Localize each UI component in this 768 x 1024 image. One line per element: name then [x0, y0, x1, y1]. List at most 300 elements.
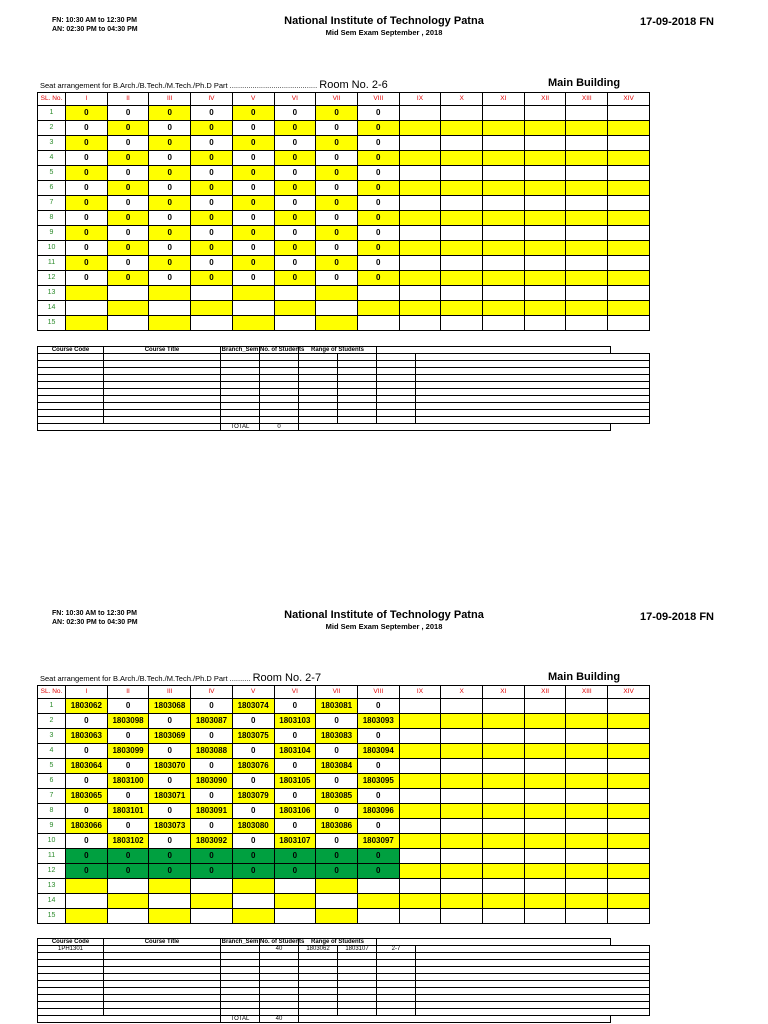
seat-cell: 0: [274, 166, 316, 181]
seat-cell: 0: [316, 256, 358, 271]
seat-cell: [149, 909, 191, 924]
seat-cell: 0: [191, 864, 233, 879]
seat-cell: 0: [357, 864, 399, 879]
seat-cell: [566, 256, 608, 271]
seat-cell: 0: [107, 729, 149, 744]
seat-cell: 0: [316, 181, 358, 196]
seat-cell: 0: [66, 226, 108, 241]
seat-cell: 1803065: [66, 789, 108, 804]
seat-cell: [483, 819, 525, 834]
seat-cell: [566, 316, 608, 331]
seat-cell: [399, 804, 441, 819]
seat-cell: [524, 256, 566, 271]
sl-number: 12: [38, 864, 66, 879]
seat-cell: [524, 789, 566, 804]
seat-cell: 0: [66, 834, 108, 849]
sl-number: 5: [38, 166, 66, 181]
seat-cell: [399, 864, 441, 879]
seat-cell: 0: [232, 271, 274, 286]
seat-cell: [399, 121, 441, 136]
column-header-1: I: [66, 686, 108, 699]
seat-cell: [608, 834, 650, 849]
seat-cell: 0: [107, 789, 149, 804]
seat-cell: [66, 894, 108, 909]
building-name: Main Building: [548, 671, 621, 683]
seat-cell: 0: [232, 226, 274, 241]
seat-cell: 0: [107, 759, 149, 774]
seat-cell: 0: [107, 256, 149, 271]
column-header-12: XII: [524, 93, 566, 106]
seat-cell: 0: [66, 211, 108, 226]
seat-cell: [441, 121, 483, 136]
seat-cell: 0: [274, 121, 316, 136]
sl-number: 10: [38, 241, 66, 256]
course-summary-header: [38, 347, 650, 354]
column-header-9: IX: [399, 686, 441, 699]
seat-cell: 0: [357, 136, 399, 151]
course-summary-header: [38, 939, 650, 946]
seat-cell: 0: [149, 834, 191, 849]
seat-row: [38, 211, 650, 226]
seat-cell: [566, 714, 608, 729]
seat-cell: 0: [191, 256, 233, 271]
course-summary-row: [38, 1009, 650, 1016]
seat-cell: 0: [149, 226, 191, 241]
seat-cell: [566, 151, 608, 166]
seat-row: [38, 226, 650, 241]
grid-header-row: [38, 686, 650, 699]
seat-cell: [608, 256, 650, 271]
branch-sem: [221, 946, 260, 953]
sl-number: 12: [38, 271, 66, 286]
timing-an: AN: 02:30 PM to 04:30 PM: [52, 619, 138, 626]
column-header-13: XIII: [566, 686, 608, 699]
summary-header-blank: [377, 347, 611, 354]
seat-cell: [608, 166, 650, 181]
seat-cell: [483, 849, 525, 864]
seat-cell: 0: [66, 804, 108, 819]
seat-cell: [608, 226, 650, 241]
seat-cell: [399, 834, 441, 849]
seat-cell: [441, 226, 483, 241]
seat-cell: [524, 226, 566, 241]
seat-cell: [399, 729, 441, 744]
seat-cell: [191, 909, 233, 924]
seat-cell: [483, 804, 525, 819]
sl-number: 15: [38, 316, 66, 331]
seat-cell: 0: [107, 864, 149, 879]
seat-cell: [483, 241, 525, 256]
seat-cell: [524, 211, 566, 226]
sl-number: 10: [38, 834, 66, 849]
seat-cell: [274, 894, 316, 909]
seat-row: [38, 316, 650, 331]
seat-cell: [357, 879, 399, 894]
seat-cell: 0: [274, 211, 316, 226]
summary-header-cell: Range of Students: [299, 939, 377, 946]
seat-cell: [107, 316, 149, 331]
seat-cell: 1803098: [107, 714, 149, 729]
seat-cell: 0: [149, 121, 191, 136]
seat-cell: 0: [357, 241, 399, 256]
seat-row: [38, 804, 650, 819]
seat-cell: [608, 151, 650, 166]
course-summary-row: [38, 354, 650, 361]
seat-cell: 0: [316, 774, 358, 789]
seat-cell: 1803105: [274, 774, 316, 789]
seat-row: [38, 819, 650, 834]
seat-cell: [441, 714, 483, 729]
seat-cell: 0: [66, 271, 108, 286]
summary-header-cell: Course Code: [38, 347, 104, 354]
sl-number: 14: [38, 894, 66, 909]
seat-cell: [399, 241, 441, 256]
column-header-7: VII: [316, 93, 358, 106]
seat-cell: [608, 181, 650, 196]
seat-cell: 0: [232, 106, 274, 121]
seat-cell: [441, 804, 483, 819]
seat-cell: [524, 241, 566, 256]
seat-cell: [357, 909, 399, 924]
seat-row: [38, 121, 650, 136]
seat-cell: 0: [149, 181, 191, 196]
sl-number: 13: [38, 286, 66, 301]
seat-cell: [483, 759, 525, 774]
seat-cell: 0: [316, 714, 358, 729]
seat-arrangement-line: [40, 79, 388, 91]
seat-cell: 1803093: [357, 714, 399, 729]
column-header-1: I: [66, 93, 108, 106]
seat-cell: [441, 241, 483, 256]
column-header-10: X: [441, 93, 483, 106]
no-of-students: 40: [260, 946, 299, 953]
seat-row: [38, 241, 650, 256]
exam-date: 17-09-2018 FN: [640, 16, 714, 28]
seat-cell: 0: [107, 819, 149, 834]
seat-cell: 0: [191, 699, 233, 714]
seat-cell: [441, 151, 483, 166]
seat-cell: [399, 744, 441, 759]
course-summary-row: [38, 1002, 650, 1009]
seat-cell: [441, 136, 483, 151]
seat-cell: 1803087: [191, 714, 233, 729]
seat-cell: [441, 256, 483, 271]
sl-number: 13: [38, 879, 66, 894]
column-header-11: XI: [483, 93, 525, 106]
seat-cell: [566, 834, 608, 849]
sl-number: 9: [38, 819, 66, 834]
seat-row: [38, 301, 650, 316]
seat-cell: [316, 316, 358, 331]
seat-cell: 1803092: [191, 834, 233, 849]
seat-cell: [566, 166, 608, 181]
seat-cell: [274, 879, 316, 894]
sl-number: 1: [38, 106, 66, 121]
institute-heading: [234, 609, 534, 632]
column-header-13: XIII: [566, 93, 608, 106]
seat-cell: 0: [232, 196, 274, 211]
seat-cell: 0: [357, 181, 399, 196]
exam-name: Mid Sem Exam September , 2018: [325, 622, 443, 631]
seat-cell: [608, 316, 650, 331]
seat-cell: [608, 789, 650, 804]
column-header-11: XI: [483, 686, 525, 699]
seat-cell: 0: [316, 834, 358, 849]
seat-cell: [399, 789, 441, 804]
seat-cell: 0: [191, 136, 233, 151]
seat-cell: 0: [232, 804, 274, 819]
seat-cell: [107, 909, 149, 924]
seat-cell: 0: [149, 151, 191, 166]
seat-cell: [608, 241, 650, 256]
seat-cell: [524, 699, 566, 714]
seat-cell: 0: [316, 271, 358, 286]
seat-grid: [37, 92, 650, 331]
seat-row: [38, 774, 650, 789]
seat-cell: [566, 804, 608, 819]
seat-cell: 1803090: [191, 774, 233, 789]
seat-cell: 1803069: [149, 729, 191, 744]
seat-row: [38, 166, 650, 181]
seat-cell: 0: [232, 744, 274, 759]
seat-cell: 0: [357, 256, 399, 271]
column-header-8: VIII: [357, 93, 399, 106]
seat-cell: 0: [357, 151, 399, 166]
sl-no-header: SL. No.: [38, 93, 66, 106]
seat-cell: [524, 894, 566, 909]
seat-cell: 0: [274, 181, 316, 196]
seat-cell: [441, 864, 483, 879]
sl-number: 3: [38, 729, 66, 744]
seat-row: [38, 894, 650, 909]
course-summary-row: [38, 960, 650, 967]
sl-number: 11: [38, 256, 66, 271]
seat-cell: 1803074: [232, 699, 274, 714]
room-number: Room No. 2-6: [319, 79, 388, 91]
seat-cell: [232, 909, 274, 924]
seat-cell: 0: [66, 121, 108, 136]
seat-cell: [66, 909, 108, 924]
seat-cell: 0: [316, 166, 358, 181]
seat-cell: [441, 211, 483, 226]
seat-cell: [483, 106, 525, 121]
seat-row: [38, 106, 650, 121]
seat-cell: 1803100: [107, 774, 149, 789]
seat-row: [38, 256, 650, 271]
seat-cell: [399, 909, 441, 924]
seat-cell: [608, 759, 650, 774]
seat-cell: 0: [357, 121, 399, 136]
seat-cell: 0: [66, 714, 108, 729]
column-header-2: II: [107, 93, 149, 106]
seat-cell: [608, 714, 650, 729]
seat-cell: [483, 316, 525, 331]
course-summary-row: [38, 389, 650, 396]
seat-cell: 0: [316, 151, 358, 166]
seat-cell: [441, 196, 483, 211]
seat-cell: [66, 301, 108, 316]
seat-cell: 0: [66, 106, 108, 121]
seat-cell: [441, 789, 483, 804]
seat-cell: 0: [316, 136, 358, 151]
seat-cell: [524, 714, 566, 729]
column-header-6: VI: [274, 93, 316, 106]
timing-fn: FN: 10:30 AM to 12:30 PM: [52, 610, 137, 617]
seat-cell: [483, 894, 525, 909]
building-name: Main Building: [548, 77, 621, 89]
seat-row: [38, 181, 650, 196]
course-summary-row: [38, 995, 650, 1002]
seat-cell: 0: [66, 849, 108, 864]
exam-date: 17-09-2018 FN: [640, 611, 714, 623]
seat-cell: [524, 909, 566, 924]
seat-cell: 0: [107, 151, 149, 166]
seat-cell: 0: [274, 819, 316, 834]
sl-number: 4: [38, 151, 66, 166]
column-header-12: XII: [524, 686, 566, 699]
seat-cell: 0: [232, 166, 274, 181]
seat-cell: 0: [149, 271, 191, 286]
seat-cell: [399, 894, 441, 909]
seat-cell: 1803062: [66, 699, 108, 714]
seat-cell: 1803102: [107, 834, 149, 849]
range-to: 1803107: [338, 946, 377, 953]
seat-cell: 0: [107, 196, 149, 211]
seat-cell: 0: [232, 256, 274, 271]
column-header-9: IX: [399, 93, 441, 106]
seat-cell: [566, 759, 608, 774]
seat-cell: 0: [66, 166, 108, 181]
seat-cell: [66, 316, 108, 331]
seat-cell: [524, 819, 566, 834]
course-summary-row: [38, 1016, 650, 1023]
seat-cell: [441, 849, 483, 864]
seat-cell: [191, 286, 233, 301]
seat-cell: 0: [274, 849, 316, 864]
seat-cell: [441, 316, 483, 331]
seat-cell: 0: [316, 849, 358, 864]
seat-cell: [524, 166, 566, 181]
timing-an: AN: 02:30 PM to 04:30 PM: [52, 26, 138, 33]
seat-cell: [483, 729, 525, 744]
seat-cell: 0: [274, 196, 316, 211]
seat-cell: [399, 226, 441, 241]
seat-cell: 1803076: [232, 759, 274, 774]
seat-cell: 0: [316, 106, 358, 121]
seat-cell: 1803064: [66, 759, 108, 774]
seat-cell: [316, 894, 358, 909]
seat-cell: [566, 286, 608, 301]
seat-cell: [232, 879, 274, 894]
course-summary-table: [37, 346, 650, 431]
column-header-4: IV: [191, 686, 233, 699]
seat-row: [38, 834, 650, 849]
sl-number: 6: [38, 181, 66, 196]
summary-header-cell: No. of Students: [260, 347, 305, 353]
seat-cell: [149, 286, 191, 301]
institute-heading: [234, 15, 534, 38]
seat-cell: 1803066: [66, 819, 108, 834]
seat-cell: [107, 301, 149, 316]
seat-cell: [357, 301, 399, 316]
seat-cell: [441, 819, 483, 834]
seat-cell: [399, 256, 441, 271]
seat-cell: 0: [66, 241, 108, 256]
seat-cell: [608, 774, 650, 789]
seat-cell: 0: [66, 196, 108, 211]
seat-cell: [608, 804, 650, 819]
seat-cell: [608, 849, 650, 864]
seat-cell: 0: [274, 256, 316, 271]
seat-cell: [524, 744, 566, 759]
seat-cell: [524, 271, 566, 286]
seat-cell: 0: [66, 774, 108, 789]
seat-cell: [483, 789, 525, 804]
seat-cell: [524, 729, 566, 744]
sl-number: 8: [38, 211, 66, 226]
seat-row: [38, 759, 650, 774]
seat-cell: 0: [107, 166, 149, 181]
sl-number: 6: [38, 774, 66, 789]
seat-cell: [399, 849, 441, 864]
seat-cell: 0: [191, 241, 233, 256]
seat-cell: 0: [191, 819, 233, 834]
seat-cell: [399, 106, 441, 121]
seat-cell: 0: [232, 121, 274, 136]
seat-cell: [566, 894, 608, 909]
exam-name: Mid Sem Exam September , 2018: [325, 28, 443, 37]
sl-number: 9: [38, 226, 66, 241]
seat-cell: 0: [191, 181, 233, 196]
seat-cell: [399, 301, 441, 316]
seat-cell: [566, 226, 608, 241]
column-header-7: VII: [316, 686, 358, 699]
seat-cell: [441, 894, 483, 909]
seat-cell: 1803096: [357, 804, 399, 819]
seat-cell: [399, 759, 441, 774]
seat-cell: [149, 316, 191, 331]
seat-cell: 0: [316, 744, 358, 759]
seat-cell: [524, 759, 566, 774]
seat-cell: 1803085: [316, 789, 358, 804]
sl-number: 2: [38, 714, 66, 729]
seat-cell: 1803086: [316, 819, 358, 834]
seat-cell: [608, 744, 650, 759]
seat-row: [38, 744, 650, 759]
seat-cell: 1803079: [232, 789, 274, 804]
seat-cell: 0: [66, 864, 108, 879]
seat-cell: 0: [274, 241, 316, 256]
seat-cell: 0: [357, 729, 399, 744]
seat-cell: [274, 316, 316, 331]
seat-row: [38, 714, 650, 729]
seat-cell: [566, 774, 608, 789]
seat-cell: 0: [274, 729, 316, 744]
column-header-14: XIV: [608, 93, 650, 106]
seat-cell: [441, 759, 483, 774]
seat-arrangement-line: [40, 672, 321, 684]
seat-cell: [608, 121, 650, 136]
seat-cell: 0: [149, 196, 191, 211]
seat-row: [38, 789, 650, 804]
course-summary-row: [38, 953, 650, 960]
seat-cell: 0: [191, 271, 233, 286]
seat-cell: 0: [107, 136, 149, 151]
course-summary-table: [37, 938, 650, 1023]
seat-row: [38, 909, 650, 924]
summary-header-cell: Range of Students: [299, 347, 377, 354]
seat-cell: [149, 301, 191, 316]
